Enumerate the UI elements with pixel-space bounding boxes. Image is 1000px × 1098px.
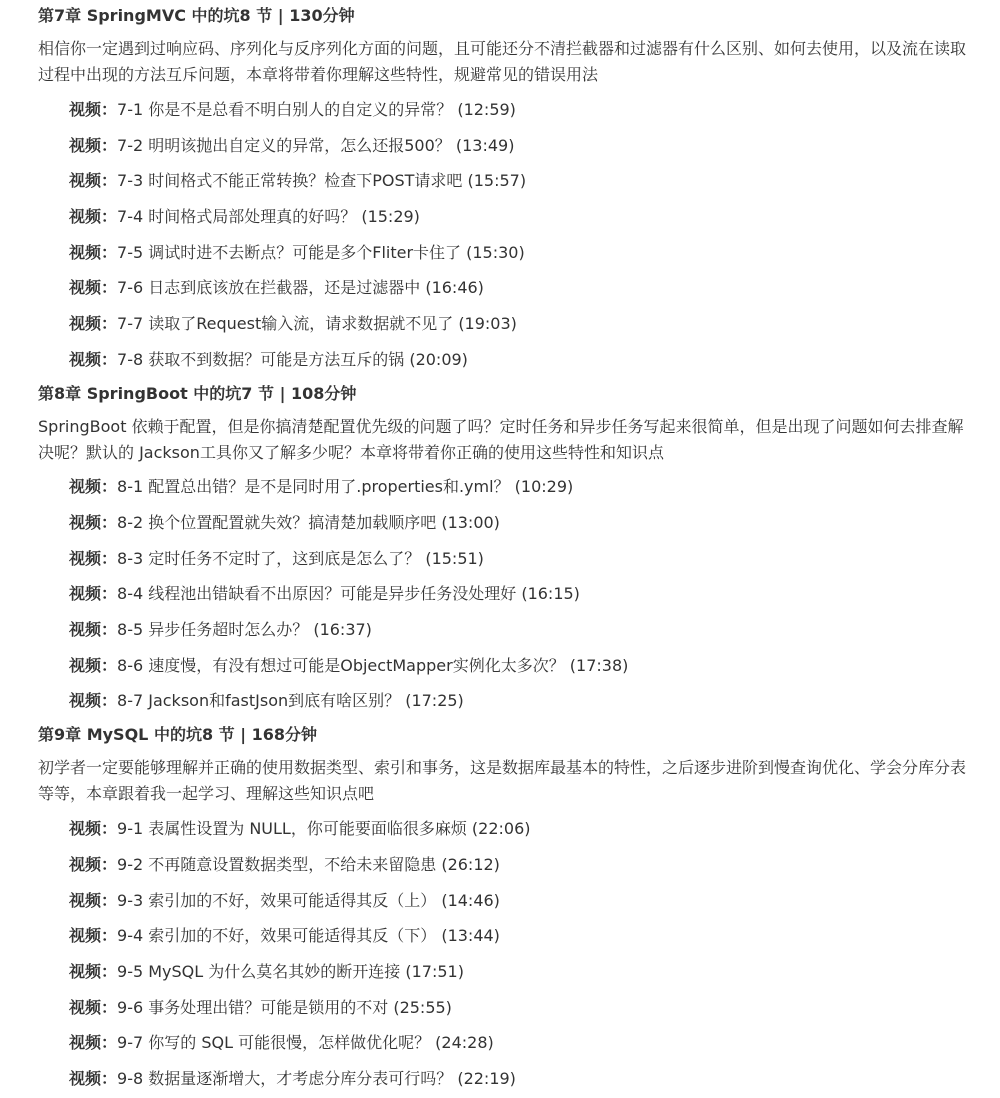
- lesson-title[interactable]: 8-5 异步任务超时怎么办？ (16:37): [117, 620, 372, 640]
- lesson-type-label: 视频：: [69, 477, 118, 497]
- lesson-type-label: 视频：: [69, 1068, 118, 1088]
- lesson-title[interactable]: 9-1 表属性设置为 NULL，你可能要面临很多麻烦 (22:06): [117, 819, 531, 839]
- lesson-type-label: 视频：: [69, 819, 118, 839]
- lesson-item-9-6[interactable]: [38, 990, 980, 1026]
- lesson-item-8-5[interactable]: [38, 612, 980, 648]
- chapter-description: 初学者一定要能够理解并正确的使用数据类型、索引和事务，这是数据库最基本的特性，之后逐步进阶到慢查询优化、学会分库分表等等，本章跟着我一起学习、理解这些知识点吧: [38, 758, 967, 804]
- lesson-type-label: 视频：: [69, 691, 118, 711]
- lesson-title[interactable]: 9-4 索引加的不好，效果可能适得其反（下） (13:44): [117, 926, 500, 946]
- lesson-type-label: 视频：: [69, 313, 118, 333]
- lesson-item-8-1[interactable]: [38, 470, 980, 506]
- lesson-title[interactable]: 9-2 不再随意设置数据类型，不给未来留隐患 (26:12): [117, 854, 500, 874]
- lesson-item-7-1[interactable]: [38, 92, 980, 128]
- lesson-item-8-7[interactable]: [38, 684, 980, 720]
- lesson-item-8-3[interactable]: [38, 541, 980, 577]
- lesson-title[interactable]: 7-8 获取不到数据？可能是方法互斥的锅 (20:09): [117, 349, 468, 369]
- lesson-item-7-8[interactable]: [38, 342, 980, 378]
- lesson-item-9-1[interactable]: [38, 811, 980, 847]
- lesson-item-9-7[interactable]: [38, 1025, 980, 1061]
- lesson-type-label: 视频：: [69, 961, 118, 981]
- chapter-title: 第7章 SpringMVC 中的坑8 节 | 130分钟: [38, 6, 355, 25]
- lesson-item-9-2[interactable]: [38, 847, 980, 883]
- lesson-title[interactable]: 9-3 索引加的不好，效果可能适得其反（上） (14:46): [117, 890, 500, 910]
- lesson-title[interactable]: 9-6 事务处理出错？可能是锁用的不对 (25:55): [117, 997, 452, 1017]
- lesson-item-9-4[interactable]: [38, 918, 980, 954]
- lesson-type-label: 视频：: [69, 926, 118, 946]
- lesson-title[interactable]: 7-5 调试时进不去断点？可能是多个Fliter卡住了 (15:30): [117, 242, 525, 262]
- chapter-9: [38, 719, 980, 1097]
- lesson-type-label: 视频：: [69, 278, 118, 298]
- chapter-7: [38, 0, 980, 378]
- chapter-description: 相信你一定遇到过响应码、序列化与反序列化方面的问题，且可能还分不清拦截器和过滤器有什么区别、如何去使用，以及流在读取过程中出现的方法互斥问题，本章将带着你理解这些特性，规避常见的错误用法: [38, 39, 967, 84]
- lesson-title[interactable]: 8-1 配置总出错？是不是同时用了.properties和.yml？ (10:29): [117, 477, 574, 497]
- lesson-type-label: 视频：: [69, 1033, 118, 1053]
- lesson-item-7-5[interactable]: [38, 235, 980, 271]
- lesson-title[interactable]: 7-1 你是不是总看不明白别人的自定义的异常？ (12:59): [117, 99, 516, 119]
- lesson-item-7-6[interactable]: [38, 270, 980, 306]
- lesson-type-label: 视频：: [69, 171, 118, 191]
- lesson-title[interactable]: 7-6 日志到底该放在拦截器，还是过滤器中 (16:46): [117, 278, 484, 298]
- lesson-title[interactable]: 8-4 线程池出错缺看不出原因？可能是异步任务没处理好 (16:15): [117, 584, 580, 604]
- lesson-type-label: 视频：: [69, 349, 118, 369]
- lesson-title[interactable]: 7-7 读取了Request输入流，请求数据就不见了 (19:03): [117, 313, 517, 333]
- lesson-item-8-4[interactable]: [38, 577, 980, 613]
- lesson-title[interactable]: 7-3 时间格式不能正常转换？检查下POST请求吧 (15:57): [117, 171, 527, 191]
- lesson-type-label: 视频：: [69, 620, 118, 640]
- lesson-type-label: 视频：: [69, 584, 118, 604]
- chapter-title: 第8章 SpringBoot 中的坑7 节 | 108分钟: [38, 383, 357, 403]
- lesson-item-8-6[interactable]: [38, 648, 980, 684]
- lesson-item-8-2[interactable]: [38, 505, 980, 541]
- lesson-type-label: 视频：: [69, 548, 118, 568]
- lesson-item-7-7[interactable]: [38, 306, 980, 342]
- lesson-type-label: 视频：: [69, 997, 118, 1017]
- lesson-item-9-5[interactable]: [38, 954, 980, 990]
- lesson-title[interactable]: 9-7 你写的 SQL 可能很慢，怎样做优化呢？ (24:28): [117, 1033, 494, 1053]
- lesson-type-label: 视频：: [69, 99, 118, 119]
- lesson-title[interactable]: 7-4 时间格式局部处理真的好吗？ (15:29): [117, 206, 420, 226]
- lesson-type-label: 视频：: [69, 854, 118, 874]
- lesson-item-9-8[interactable]: [38, 1061, 980, 1097]
- lesson-item-9-3[interactable]: [38, 883, 980, 919]
- lesson-type-label: 视频：: [69, 655, 118, 675]
- lesson-type-label: 视频：: [69, 206, 118, 226]
- lesson-title[interactable]: 8-3 定时任务不定时了，这到底是怎么了？ (15:51): [117, 548, 484, 568]
- lesson-title[interactable]: 9-5 MySQL 为什么莫名其妙的断开连接 (17:51): [117, 961, 464, 981]
- lesson-title[interactable]: 8-2 换个位置配置就失效？搞清楚加载顺序吧 (13:00): [117, 513, 500, 533]
- lesson-item-7-2[interactable]: [38, 128, 980, 164]
- chapter-description: SpringBoot 依赖于配置，但是你搞清楚配置优先级的问题了吗？定时任务和异步任务写起来很简单，但是出现了问题如何去排查解决呢？默认的 Jackson工具你又了解多少呢？本章将带着你正确的使用这些特性和知识点: [38, 416, 964, 462]
- lesson-type-label: 视频：: [69, 135, 118, 155]
- lesson-item-7-4[interactable]: [38, 199, 980, 235]
- lesson-type-label: 视频：: [69, 890, 118, 910]
- lesson-title[interactable]: 8-7 Jackson和fastJson到底有啥区别？ (17:25): [117, 691, 464, 711]
- lesson-item-7-3[interactable]: [38, 163, 980, 199]
- lesson-title[interactable]: 9-8 数据量逐渐增大，才考虑分库分表可行吗？ (22:19): [117, 1068, 516, 1088]
- lesson-title[interactable]: 8-6 速度慢，有没有想过可能是ObjectMapper实例化太多次？ (17:38): [117, 655, 629, 675]
- chapter-title: 第9章 MySQL 中的坑8 节 | 168分钟: [38, 725, 318, 745]
- lesson-title[interactable]: 7-2 明明该抛出自定义的异常，怎么还报500？ (13:49): [117, 135, 515, 155]
- chapter-8: [38, 378, 980, 720]
- lesson-type-label: 视频：: [69, 513, 118, 533]
- lesson-type-label: 视频：: [69, 242, 118, 262]
